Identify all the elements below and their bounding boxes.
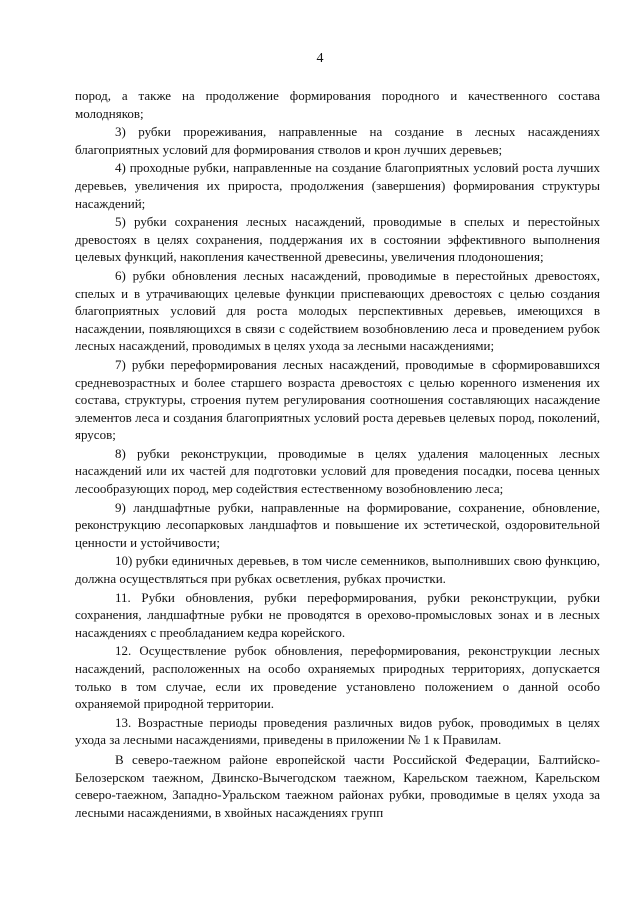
paragraph-item-6: 6) рубки обновления лесных насаждений, проводимые в перестойных древостоях, спелых и в утрачивающих целевые функции приспевающих древостоях с целью создания благоприятных условий для роста молодых перспективных деревьев, имеющихся в насаждении, появляющихся в связи с содействием возобновлению леса и проведением рубок лесных насаждений, проводимых в целях ухода за лесными насаждениями; [75,267,600,354]
paragraph-item-5: 5) рубки сохранения лесных насаждений, проводимые в спелых и перестойных древостоях в целях сохранения, поддержания их в состоянии эффективного выполнения целевых функций, накопления качественной древесины, увеличения плодоношения; [75,214,600,265]
page-number: 4 [316,51,324,66]
paragraph-item-7: 7) рубки переформирования лесных насаждений, проводимые в сформировавшихся средневозрастных и более старшего возраста древостоях с целью коренного изменения их состава, структуры, строения путем регулирования соотношения составляющих насаждение элементов леса и создания благоприятных условий роста деревьев целевых пород, поколений, ярусов; [75,356,600,443]
paragraph-clause-12: 12. Осуществление рубок обновления, переформирования, реконструкции лесных насаждений, расположенных на особо охраняемых природных территориях, допускается только в том случае, если их проведение установлено положением о данной особо охраняемой природной территории. [75,643,600,712]
paragraph-item-10: 10) рубки единичных деревьев, в том числе семенников, выполнивших свою функцию, должна осуществляться при рубках осветления, рубках прочистки. [75,553,600,587]
paragraph-continuation: пород, а также на продолжение формирования породного и качественного состава молодняков; [75,88,600,121]
document-body [75,87,600,822]
paragraph-item-4: 4) проходные рубки, направленные на создание благоприятных условий роста лучших деревьев, увеличения их прироста, продолжения (завершения) формирования структуры насаждений; [75,160,600,211]
paragraph-northern-taiga: В северо-таежном районе европейской части Российской Федерации, Балтийско-Белозерском таежном, Двинско-Вычегодском таежном, Карельском таежном, Карельском северо-таежном, Западно-Уральском таежном районах рубки, проводимые в целях ухода за лесными насаждениями, в хвойных насаждениях групп [75,751,600,820]
paragraph-clause-11: 11. Рубки обновления, рубки переформирования, рубки реконструкции, рубки сохранения, ландшафтные рубки не проводятся в орехово-промысловых зонах и в лесных насаждениях с преобладанием кедра корейского. [75,589,600,640]
paragraph-item-3: 3) рубки прореживания, направленные на создание в лесных насаждениях благоприятных условий для формирования стволов и крон лучших деревьев; [75,124,600,157]
paragraph-item-9: 9) ландшафтные рубки, направленные на формирование, сохранение, обновление, реконструкцию лесопарковых ландшафтов и повышение их эстетической, оздоровительной ценности и устойчивости; [75,499,600,550]
paragraph-clause-13: 13. Возрастные периоды проведения различных видов рубок, проводимых в целях ухода за лесными насаждениями, приведены в приложении № 1 к Правилам. [75,714,600,748]
paragraph-item-8: 8) рубки реконструкции, проводимые в целях удаления малоценных лесных насаждений или их частей для подготовки условий для проведения посадки, посева ценных лесообразующих пород, мер содействия естественному возобновлению леса; [75,445,600,497]
